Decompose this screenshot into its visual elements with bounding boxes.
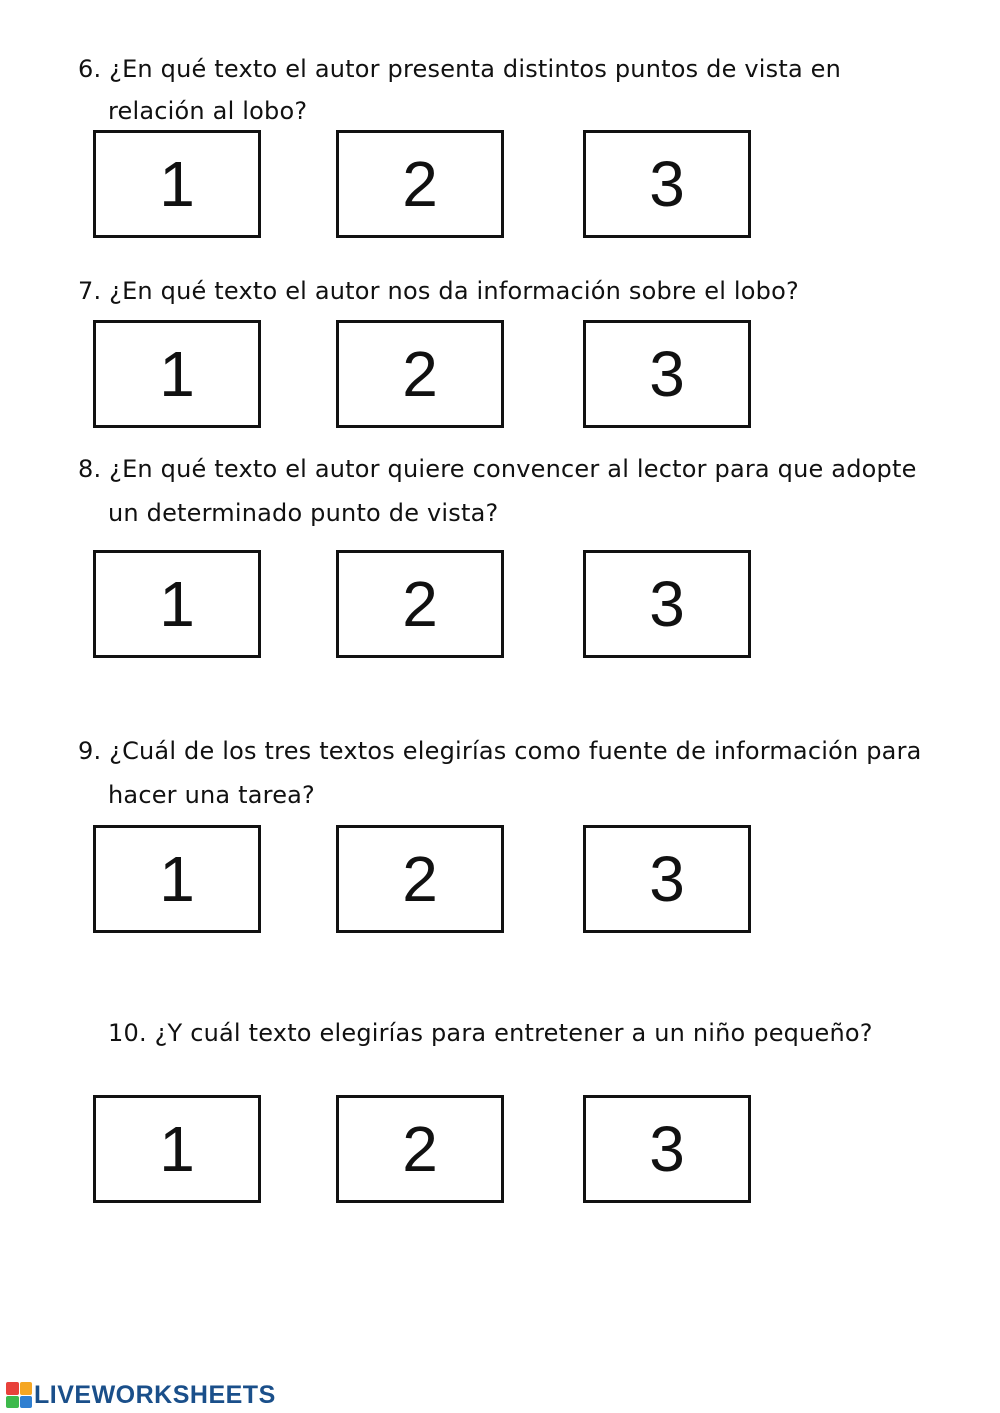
liveworksheets-logo-icon	[6, 1382, 32, 1408]
question-9-option-2[interactable]	[336, 825, 504, 933]
question-7-text-line1: 7. ¿En qué texto el autor nos da información sobre el lobo?	[78, 277, 799, 305]
question-10-option-3[interactable]	[583, 1095, 751, 1203]
option-label: 3	[649, 568, 685, 640]
logo-mark-cell	[20, 1382, 33, 1395]
option-label: 3	[649, 148, 685, 220]
question-8-text-line1: 8. ¿En qué texto el autor quiere convencer al lector para que adopte	[78, 455, 917, 483]
option-label: 3	[649, 338, 685, 410]
question-10-option-2[interactable]	[336, 1095, 504, 1203]
logo-mark-cell	[6, 1396, 19, 1409]
question-6-option-2[interactable]	[336, 130, 504, 238]
option-label: 2	[402, 1113, 438, 1185]
option-label: 1	[159, 338, 195, 410]
question-9-text-line2: hacer una tarea?	[108, 781, 316, 809]
question-10-option-1[interactable]	[93, 1095, 261, 1203]
question-7-option-1[interactable]	[93, 320, 261, 428]
question-8-option-1[interactable]	[93, 550, 261, 658]
question-10-text-line1: 10. ¿Y cuál texto elegirías para entretener a un niño pequeño?	[108, 1019, 873, 1047]
liveworksheets-logo	[6, 1380, 276, 1410]
option-label: 2	[402, 843, 438, 915]
question-6-text-line1: 6. ¿En qué texto el autor presenta distintos puntos de vista en	[78, 55, 842, 83]
liveworksheets-logo-text: LIVEWORKSHEETS	[34, 1381, 276, 1409]
question-9-option-1[interactable]	[93, 825, 261, 933]
option-label: 1	[159, 843, 195, 915]
logo-mark-cell	[6, 1382, 19, 1395]
question-9-option-3[interactable]	[583, 825, 751, 933]
logo-mark-cell	[20, 1396, 33, 1409]
option-label: 2	[402, 568, 438, 640]
question-6-option-1[interactable]	[93, 130, 261, 238]
question-6-option-3[interactable]	[583, 130, 751, 238]
question-9-text-line1: 9. ¿Cuál de los tres textos elegirías como fuente de información para	[78, 737, 922, 765]
question-8-text-line2: un determinado punto de vista?	[108, 499, 499, 527]
option-label: 1	[159, 148, 195, 220]
question-7-option-2[interactable]	[336, 320, 504, 428]
option-label: 2	[402, 338, 438, 410]
question-8-option-3[interactable]	[583, 550, 751, 658]
option-label: 2	[402, 148, 438, 220]
question-7-option-3[interactable]	[583, 320, 751, 428]
question-6-text-line2: relación al lobo?	[108, 97, 308, 125]
option-label: 1	[159, 1113, 195, 1185]
option-label: 3	[649, 843, 685, 915]
question-8-option-2[interactable]	[336, 550, 504, 658]
option-label: 1	[159, 568, 195, 640]
option-label: 3	[649, 1113, 685, 1185]
